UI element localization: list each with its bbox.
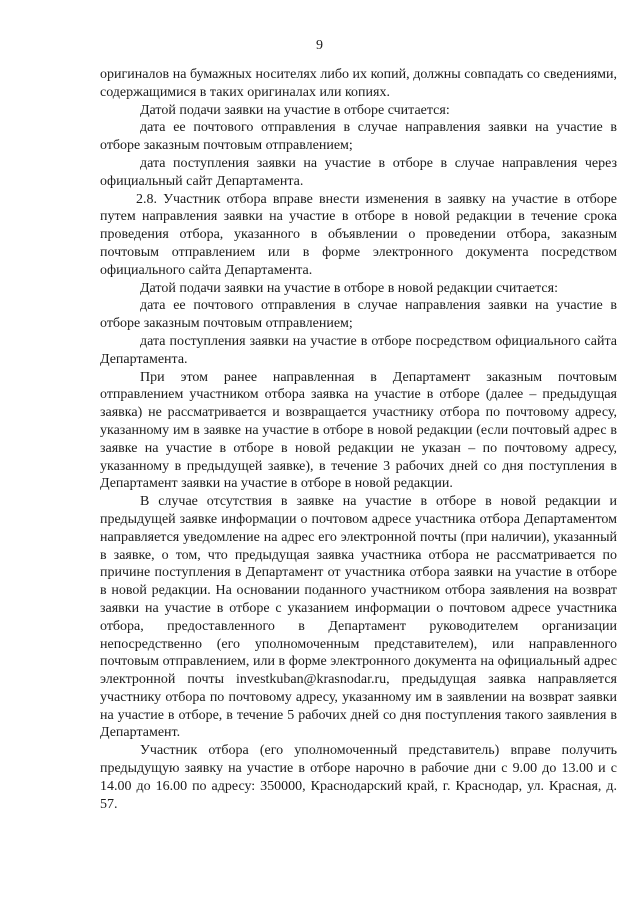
paragraph-new-edition-postal-date: дата ее почтового отправления в случае направления заявки на участие в отборе заказным почтовым отправлением; [100,298,617,332]
paragraph-submission-date-heading: Датой подачи заявки на участие в отборе считается: [140,102,450,118]
paragraph-previous-application-return: При этом ранее направленная в Департамент заказным почтовым отправлением участником отбора заявка на участие в отборе (далее – предыдущая заявка) не рассматривается и возвращается участнику отбора по почтовому адресу, указанному им в заявке на участие в отборе в новой редакции (если почтовый адрес в заявке на участие в отборе в новой редакции не указан – по почтовому адресу, указанному в предыдущей заявке), в течение 3 рабочих дней со дня поступления в Департамент заявки на участие в отборе в новой редакции. [100,369,617,492]
paragraph-website-date: дата поступления заявки на участие в отборе в случае направления через официальный сайт Департамента. [100,155,617,189]
paragraph-missing-address-notice: В случае отсутствия в заявке на участие в отборе в новой редакции и предыдущей заявке информации о почтовом адресе участника отбора Департаментом направляется уведомление на адрес его электронной почты (при наличии), указанный в заявке, о том, что предыдущая заявка участника отбора не рассматривается по причине поступления в Департамент от участника отбора заявки на участие в отборе в новой редакции. На основании поданного участником отбора заявления на возврат заявки на участие в отборе с указанием информации о почтовом адресе участника отбора, предоставленного в Департамент руководителем организации непосредственно (его уполномоченным представителем), или направленного почтовым отправлением, или в форме электронного документа на официальный адрес электронной почты investkuban@krasnodar.ru, предыдущая заявка направляется участнику отбора по почтовому адресу, указанному им в заявлении на возврат заявки на участие в отборе, в течение 5 рабочих дней со дня поступления такого заявления в Департамент. [100,494,617,741]
paragraph-continuation: оригиналов на бумажных носителях либо их копий, должны совпадать со сведениями, содержащимися в таких оригиналах или копиях. [100,67,617,100]
paragraph-new-edition-date-heading: Датой подачи заявки на участие в отборе в новой редакции считается: [140,280,558,296]
paragraph-in-person-pickup: Участник отбора (его уполномоченный представитель) вправе получить предыдущую заявку на участие в отборе нарочно в рабочие дни с 9.00 до 13.00 и с 14.00 до 16.00 по адресу: 350000, Краснодарский край, г. Краснодар, ул. Красная, д. 57. [100,743,617,812]
paragraph-postal-date: дата ее почтового отправления в случае направления заявки на участие в отборе заказным почтовым отправлением; [100,120,617,154]
page-number: 9 [316,38,323,53]
paragraph-new-edition-website-date: дата поступления заявки на участие в отборе посредством официального сайта Департамента. [100,333,617,367]
paragraph-clause-2-8: 2.8. Участник отбора вправе внести изменения в заявку на участие в отборе путем направления заявки на участие в отборе в новой редакции в течение срока проведения отбора, указанного в объявлении о проведении отбора, заказным почтовым отправлением или в форме электронного документа посредством официального сайта Департамента. [100,191,617,278]
document-body [100,66,617,813]
